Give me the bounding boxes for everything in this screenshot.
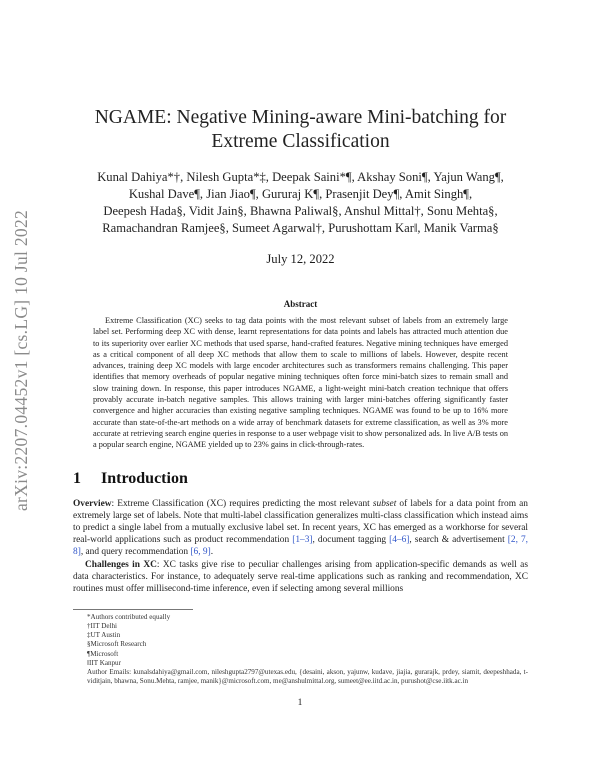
author-line: Ramachandran Ramjee§, Sumeet Agarwal†, Purushottam Kar‖, Manik Varma§ <box>102 221 499 235</box>
arxiv-id: arXiv:2207.04452v1 [cs.LG] 10 Jul 2022 <box>11 209 32 511</box>
abstract-text: Extreme Classification (XC) seeks to tag data points with the most relevant subset of labels from an extremely large label set. Performing deep XC with dense, learnt representations for data points and labels has attracted much attention due to its superiority over earlier XC methods that used sparse, hand-crafted features. Negative mining techniques have emerged as a critical component of all deep XC methods that allow them to scale to millions of labels. However, despite recent advances, training deep XC models with large encoder architectures such as transformers remains challenging. This paper identifies that memory overheads of popular negative mining techniques often force mini-batch sizes to remain small and slow training down. In response, this paper introduces NGAME, a light-weight mini-batch creation technique that offers provably accurate in-batch negative samples. This allows training with larger mini-batches offering significantly faster convergence and higher accuracies than existing negative sampling techniques. NGAME was found to be up to 16% more accurate than state-of-the-art methods on a wide array of benchmark datasets for extreme classification, as well as 3% more accurate at retrieving search engine queries in response to a user webpage visit to show personalized ads. In live A/B tests on a popular search engine, NGAME yielded up to 23% gains in click-through-rates. <box>93 316 508 450</box>
footnote: §Microsoft Research <box>87 640 147 649</box>
author-list <box>73 169 528 237</box>
section-number: 1 <box>73 469 81 487</box>
footnote: ‡UT Austin <box>87 631 121 640</box>
citation-link[interactable]: [4–6] <box>389 535 410 546</box>
citation-link[interactable]: [1–3] <box>292 535 313 546</box>
text-run: : XC tasks give rise to peculiar challenges arising from application-specific demands as well as data characteristics. For instance, to adequately serve real-time applications such as ranking and recommendation, XC routines must offer millisecond-time inference, even if selecting among several millions <box>73 559 528 594</box>
text-run: , and query recommendation <box>80 547 191 558</box>
challenges-paragraph <box>73 559 528 596</box>
text-run: , document tagging <box>312 535 390 546</box>
paragraph-lead: Challenges in XC <box>85 559 157 570</box>
intro-body <box>73 498 528 596</box>
footnote: †IIT Delhi <box>87 622 118 631</box>
citation-link[interactable]: [6, 9] <box>190 547 211 558</box>
paper-page <box>73 0 528 686</box>
emphasis: subset <box>372 498 397 509</box>
section-heading <box>73 470 528 488</box>
author-emails: Author Emails: kunalsdahiya@gmail.com, nileshgupta2797@utexas.edu, {desaini, akson, yajunw, kudave, jiajia, gurarajk, prdey, siamit, deepeshhada, t-viditjain, bhawna, Sonu.Mehta, ramjee, manik}@microsoft.com, me@anshulmittal.org, sumeet@ee.iitd.ac.in, purushot@cse.iitk.ac.in <box>87 667 528 685</box>
paper-title: NGAME: Negative Mining-aware Mini-batching for Extreme Classification <box>94 107 507 152</box>
page-number: 1 <box>297 698 303 708</box>
section-title: Introduction <box>101 469 188 487</box>
text-run: : Extreme Classification (XC) requires predicting the most relevant <box>111 498 373 509</box>
author-line: Kushal Dave¶, Jian Jiao¶, Gururaj K¶, Prasenjit Dey¶, Amit Singh¶, <box>128 187 473 201</box>
text-run: of labels for a data point from an extremely large set of labels. Note that multi-label classification generalizes multi-class classification which instead aims to predict a single label from a mutually exclusive label set. In recent years, XC has emerged as a workhorse for several real-world applications such as product recommendation <box>73 498 528 546</box>
footnote-list <box>87 613 528 668</box>
footnote: *Authors contributed equally <box>87 613 171 622</box>
author-line: Kunal Dahiya*†, Nilesh Gupta*‡, Deepak Saini*¶, Akshay Soni¶, Yajun Wang¶, <box>97 170 504 184</box>
overview-paragraph <box>73 498 528 559</box>
arxiv-watermark <box>2 150 42 570</box>
publication-date: July 12, 2022 <box>266 252 335 266</box>
text-run: . <box>210 547 214 558</box>
text-run: , search & advertisement <box>409 535 508 546</box>
footnote: ¶Microsoft <box>87 649 119 658</box>
abstract-heading: Abstract <box>283 299 318 309</box>
citation-link[interactable]: [2, 7, 8] <box>73 535 528 558</box>
paragraph-lead: Overview <box>73 498 112 509</box>
author-line: Deepesh Hada§, Vidit Jain§, Bhawna Paliwal§, Anshul Mittal†, Sonu Mehta§, <box>103 204 498 218</box>
footnote: ‖IIT Kanpur <box>87 658 121 667</box>
